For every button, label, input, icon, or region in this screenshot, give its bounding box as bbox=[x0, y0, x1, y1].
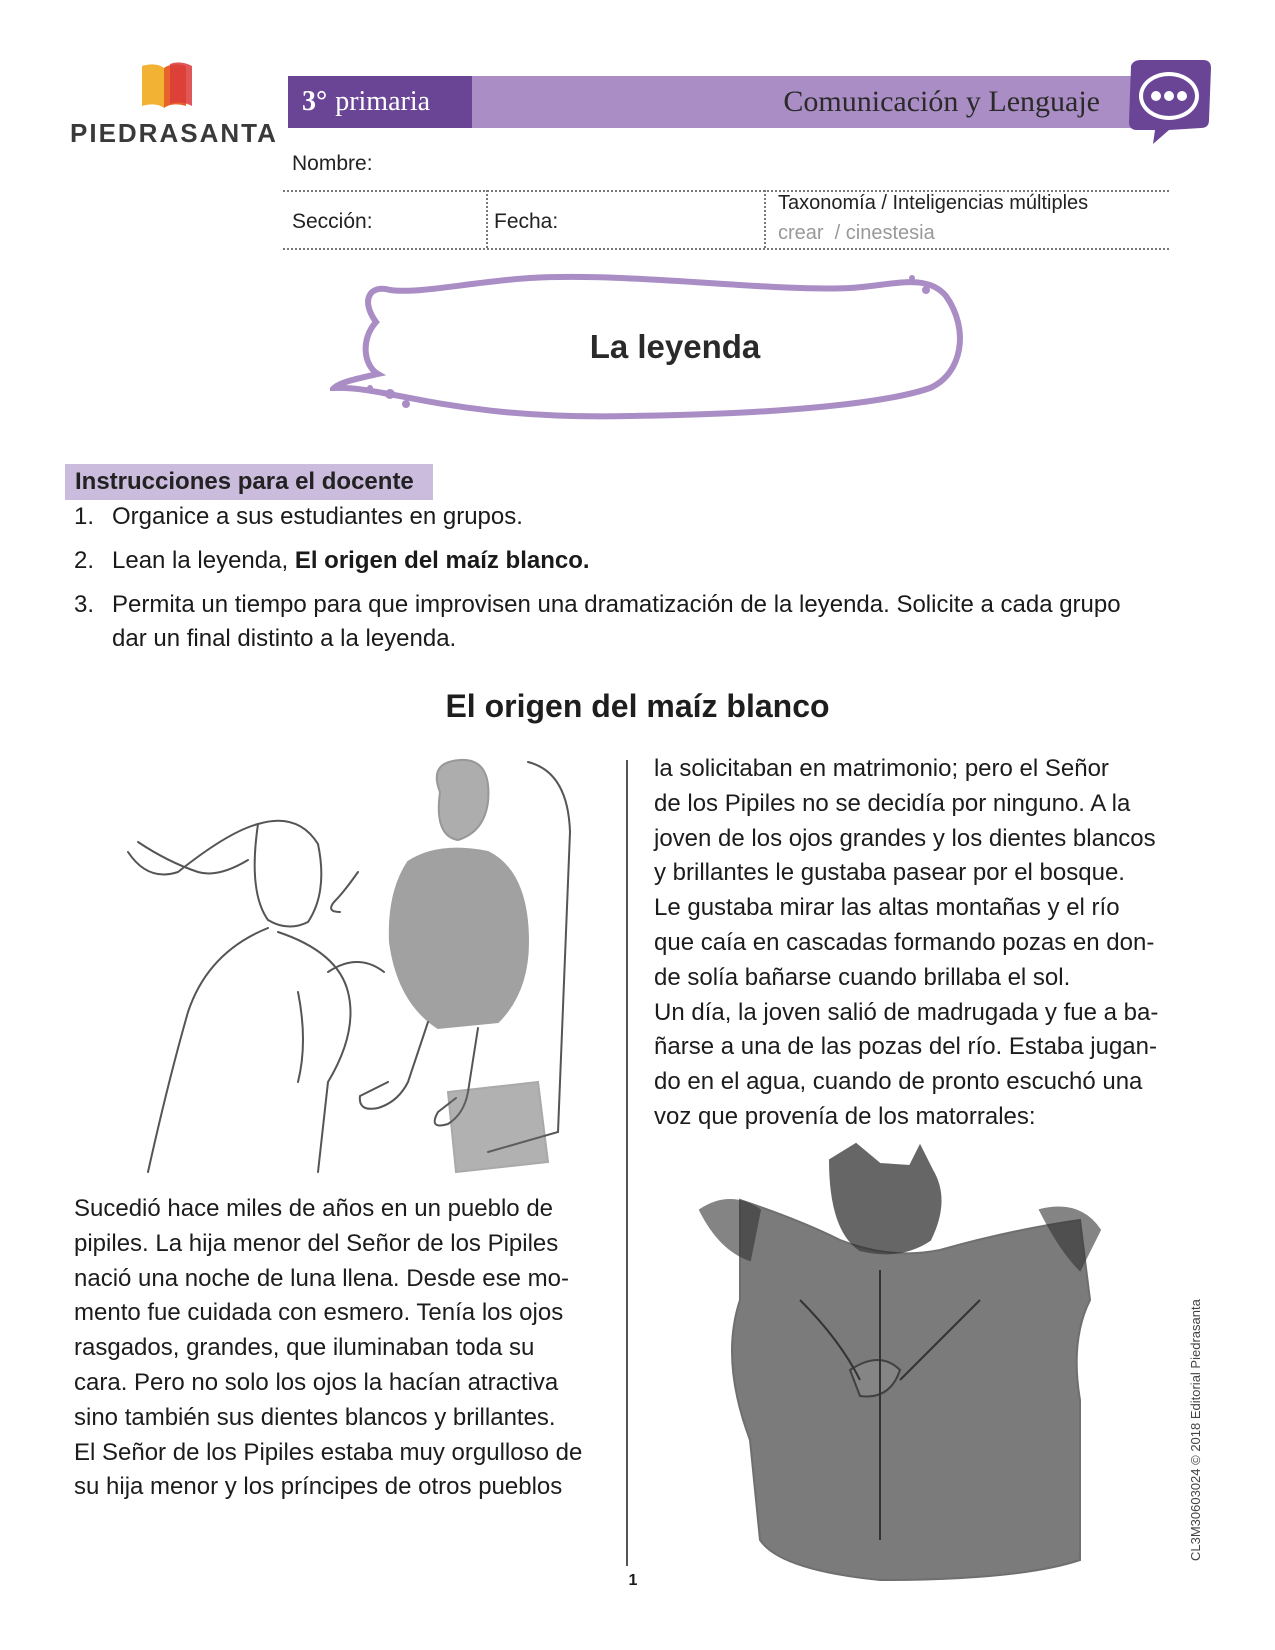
date-label: Fecha: bbox=[494, 210, 559, 233]
text-line: rasgados, grandes, que iluminaban toda su bbox=[74, 1334, 535, 1362]
form-divider bbox=[486, 190, 488, 248]
text-line: do en el agua, cuando de pronto escuchó una bbox=[654, 1068, 1143, 1096]
step-text: Permita un tiempo para que improvisen una dramatización de la leyenda. Solicite a cada grupo bbox=[112, 591, 1121, 618]
story-column-right bbox=[654, 752, 1158, 1135]
subject-title: Comunicación y Lenguaje bbox=[472, 76, 1132, 128]
section-label: Sección: bbox=[292, 210, 373, 233]
text-line: joven de los ojos grandes y los dientes blancos bbox=[654, 824, 1156, 852]
text-line: mento fue cuidada con esmero. Tenía los ojos bbox=[74, 1299, 564, 1327]
text-line: sino también sus dientes blancos y brillantes. bbox=[74, 1403, 556, 1431]
text-line: que caía en cascadas formando pozas en don- bbox=[654, 928, 1155, 956]
brand-name: PIEDRASANTA bbox=[70, 118, 278, 148]
story-column-left bbox=[74, 1192, 582, 1505]
text-line: voz que provenía de los matorrales: bbox=[654, 1102, 1036, 1130]
text-line: Un día, la joven salió de madrugada y fue a ba- bbox=[654, 998, 1159, 1026]
instructions-heading: Instrucciones para el docente bbox=[65, 464, 433, 500]
column-divider bbox=[626, 760, 628, 1566]
text-line: nació una noche de luna llena. Desde ese mo- bbox=[74, 1264, 569, 1292]
copyright-notice: CL3M30603024 © 2018 Editorial Piedrasanta bbox=[1188, 1299, 1203, 1561]
text-line: Le gustaba mirar las altas montañas y el río bbox=[654, 894, 1120, 922]
step-text-continued: dar un final distinto a la leyenda. bbox=[112, 625, 457, 652]
illustration-cloaked-man bbox=[680, 1140, 1120, 1586]
grade-label: primaria bbox=[335, 86, 431, 117]
text-line: cara. Pero no solo los ojos la hacían atractiva bbox=[74, 1368, 559, 1396]
text-line: El Señor de los Pipiles estaba muy orgulloso de bbox=[74, 1438, 583, 1466]
step-number: 2. bbox=[74, 547, 95, 574]
text-line: de solía bañarse cuando brillaba el sol. bbox=[654, 963, 1071, 991]
grade-badge bbox=[288, 76, 472, 128]
list-item bbox=[74, 544, 1204, 578]
illustration-two-women bbox=[108, 752, 578, 1184]
text-line: su hija menor y los príncipes de otros pueblos bbox=[74, 1473, 563, 1501]
page-number: 1 bbox=[628, 1572, 638, 1589]
text-line: pipiles. La hija menor del Señor de los Pipiles bbox=[74, 1229, 559, 1257]
grade-number: 3° bbox=[302, 86, 328, 117]
taxonomy-value: crear / cinestesia bbox=[778, 222, 935, 244]
text-line: Sucedió hace miles de años en un pueblo de bbox=[74, 1195, 554, 1222]
step-number: 1. bbox=[74, 503, 95, 530]
story-title: El origen del maíz blanco bbox=[445, 688, 830, 724]
worksheet-title: La leyenda bbox=[589, 328, 761, 365]
taxonomy-label: Taxonomía / Inteligencias múltiples bbox=[778, 192, 1089, 214]
speech-bubble-icon bbox=[1123, 58, 1213, 150]
text-line: de los Pipiles no se decidía por ninguno. A la bbox=[654, 789, 1131, 817]
text-line: ñarse a una de las pozas del río. Estaba jugan- bbox=[654, 1033, 1157, 1061]
text-line: la solicitaban en matrimonio; pero el Señor bbox=[654, 755, 1109, 782]
story-title-reference: El origen del maíz blanco. bbox=[294, 547, 590, 574]
text-line: y brillantes le gustaba pasear por el bosque. bbox=[654, 859, 1125, 887]
form-divider bbox=[283, 248, 1169, 250]
name-label: Nombre: bbox=[292, 152, 373, 175]
list-item bbox=[74, 588, 1204, 656]
step-text: Organice a sus estudiantes en grupos. bbox=[112, 503, 523, 530]
step-text: Lean la leyenda, bbox=[112, 547, 295, 574]
list-item bbox=[74, 500, 1204, 534]
form-divider bbox=[764, 190, 766, 248]
step-number: 3. bbox=[74, 591, 95, 618]
